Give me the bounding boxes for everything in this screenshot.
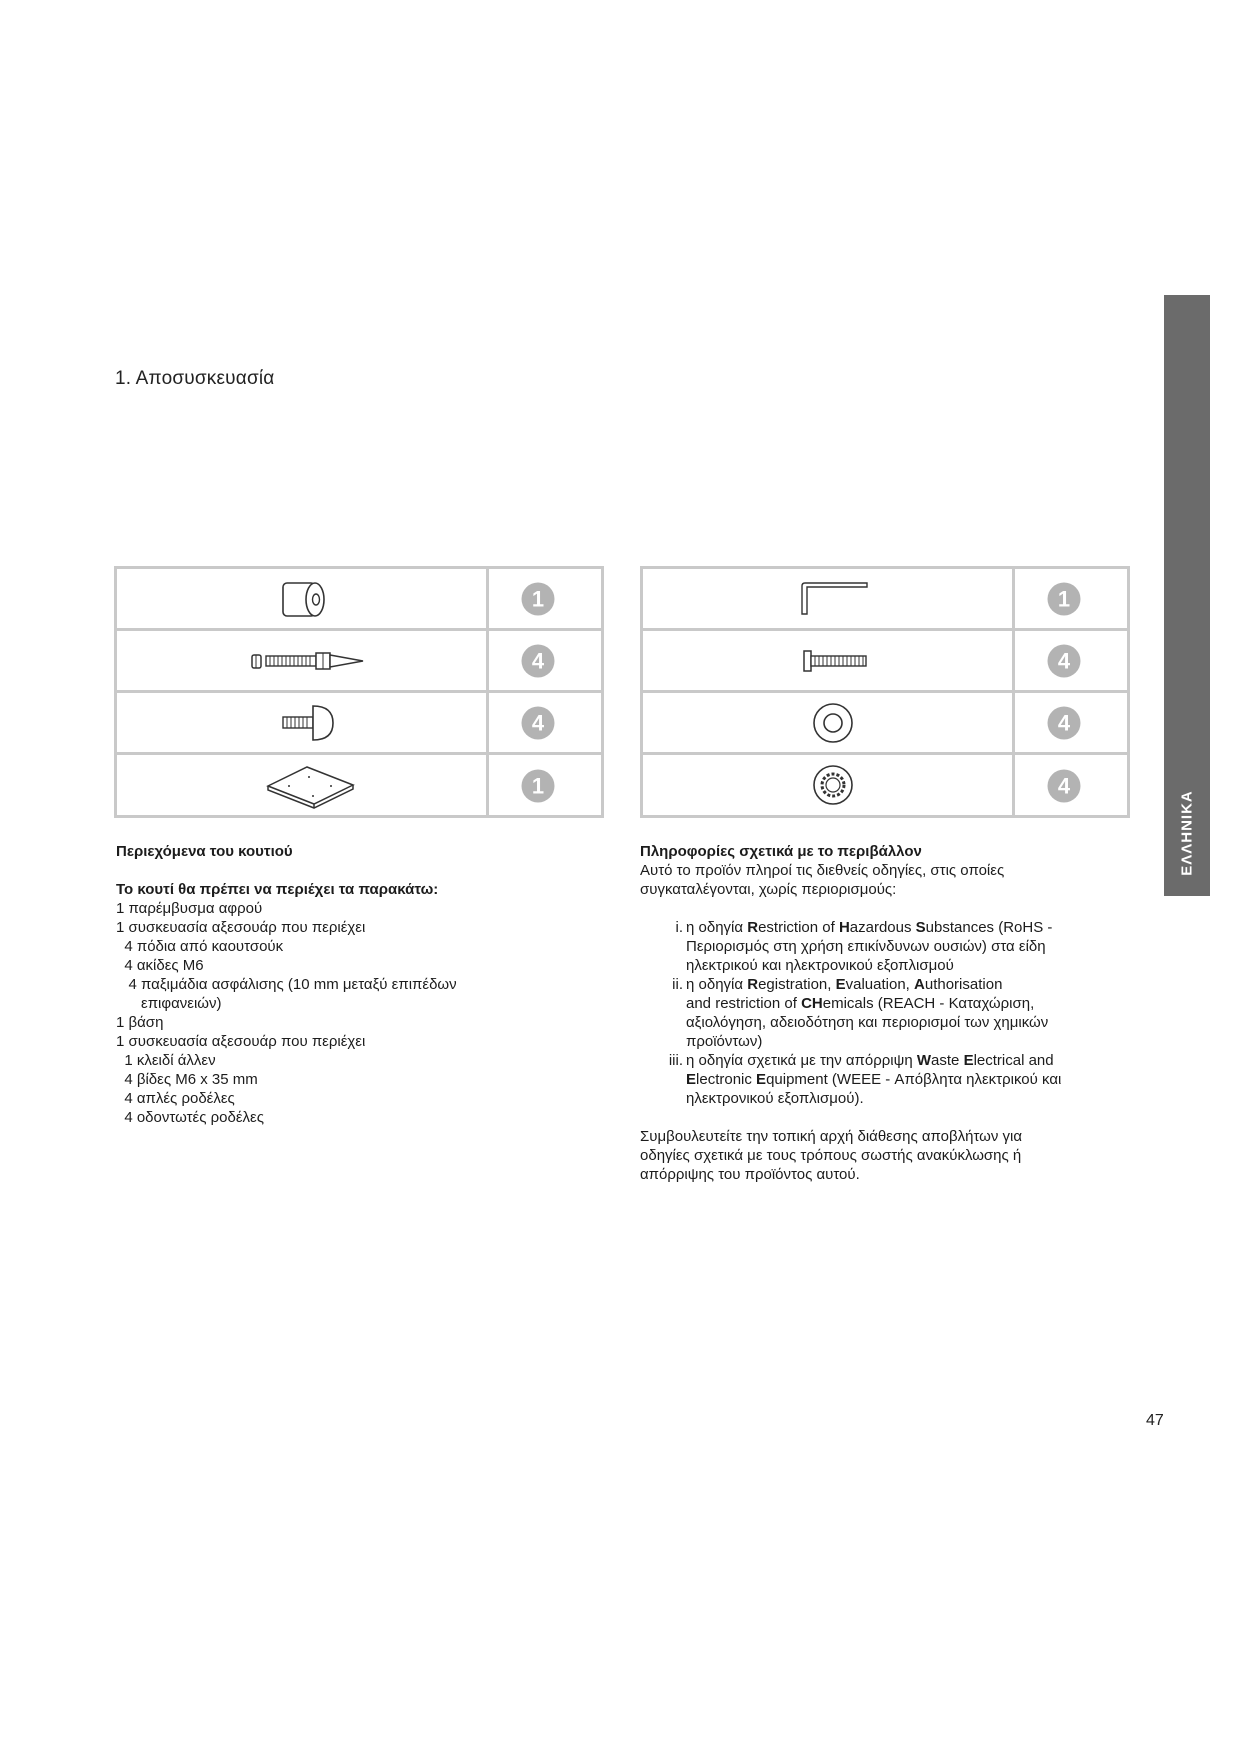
parts-row bbox=[643, 631, 1127, 693]
directive-line bbox=[686, 1089, 1061, 1108]
directive-text: ηλεκτρονικού εξοπλισμού). bbox=[686, 1090, 864, 1107]
directive-text: lectronic bbox=[696, 1071, 757, 1088]
contents-line: 1 συσκευασία αξεσουάρ που περιέχει bbox=[116, 919, 366, 936]
quantity-badge: 4 bbox=[1048, 644, 1081, 677]
directive-line bbox=[686, 1070, 1061, 1089]
contents-line: 4 πόδια από καουτσούκ bbox=[116, 938, 284, 955]
environment-section bbox=[640, 842, 1061, 1184]
directive-text: R bbox=[747, 976, 759, 993]
part-picture bbox=[643, 693, 1015, 752]
part-picture bbox=[117, 755, 489, 817]
page-number: 47 bbox=[1146, 1412, 1164, 1429]
directive-line bbox=[686, 1013, 1061, 1032]
directive-text: ηλεκτρικού και ηλεκτρονικού εξοπλισμού bbox=[686, 957, 954, 974]
directive-item bbox=[640, 918, 1061, 975]
directive-line bbox=[686, 994, 1061, 1013]
directive-text: aste bbox=[931, 1052, 964, 1069]
environment-intro bbox=[640, 861, 1061, 899]
contents-line: 1 συσκευασία αξεσουάρ που περιέχει bbox=[116, 1033, 366, 1050]
directive-text: E bbox=[835, 976, 846, 993]
directive-text: A bbox=[914, 976, 925, 993]
directive-text: and restriction of bbox=[686, 995, 802, 1012]
directive-text: ubstances (RoHS - bbox=[925, 919, 1053, 936]
directive-text: E bbox=[756, 1071, 767, 1088]
contents-line: 4 οδοντωτές ροδέλες bbox=[116, 1109, 264, 1126]
rubber-foot-icon bbox=[117, 693, 486, 752]
flat-washer-icon bbox=[643, 693, 1012, 752]
language-tab bbox=[1164, 295, 1210, 896]
contents-line: 4 βίδες M6 x 35 mm bbox=[116, 1071, 258, 1088]
parts-row bbox=[643, 569, 1127, 631]
directive-text: uthorisation bbox=[924, 976, 1003, 993]
directive-text: H bbox=[838, 919, 850, 936]
directive-number: iii. bbox=[668, 1052, 683, 1069]
section-title: 1. Αποσυσκευασία bbox=[115, 368, 275, 389]
directive-line bbox=[686, 1032, 1061, 1051]
directive-line bbox=[686, 918, 1061, 937]
directive-text: emicals (REACH - Καταχώριση, bbox=[822, 995, 1035, 1012]
part-picture bbox=[643, 755, 1015, 817]
quantity-badge: 4 bbox=[522, 644, 555, 677]
directive-text: S bbox=[915, 919, 926, 936]
environment-closing bbox=[640, 1127, 1061, 1184]
directive-text: E bbox=[963, 1052, 974, 1069]
part-picture bbox=[643, 569, 1015, 628]
contents-line: 1 βάση bbox=[116, 1014, 164, 1031]
contents-line: 1 κλειδί άλλεν bbox=[116, 1052, 216, 1069]
directive-line bbox=[686, 937, 1061, 956]
contents-line: επιφανειών) bbox=[116, 995, 222, 1012]
parts-table-left bbox=[114, 566, 604, 818]
base-plate-icon bbox=[117, 755, 486, 814]
quantity-badge: 4 bbox=[1048, 706, 1081, 739]
directive-text: azardous bbox=[849, 919, 916, 936]
foam-pad-icon bbox=[117, 569, 486, 628]
closing-line: οδηγίες σχετικά με τους τρόπους σωστής ανακύκλωσης ή bbox=[640, 1147, 1022, 1164]
directive-text: η οδηγία bbox=[686, 919, 748, 936]
contents-line: 4 απλές ροδέλες bbox=[116, 1090, 235, 1107]
directive-item bbox=[640, 1051, 1061, 1108]
bolt-icon bbox=[643, 631, 1012, 690]
directive-text: η οδηγία σχετικά με την απόρριψη bbox=[686, 1052, 917, 1069]
part-picture bbox=[117, 631, 489, 690]
directive-text: egistration, bbox=[758, 976, 836, 993]
part-picture bbox=[117, 693, 489, 752]
allen-key-icon bbox=[643, 569, 1012, 628]
quantity-badge: 1 bbox=[522, 770, 555, 803]
spacer bbox=[640, 1108, 1061, 1127]
language-tab-label: ΕΛΛΗΝΙΚΑ bbox=[1178, 790, 1196, 876]
contents-line: 4 παξιμάδια ασφάλισης (10 mm μεταξύ επιπέδων bbox=[116, 976, 457, 993]
quantity-badge: 4 bbox=[522, 706, 555, 739]
parts-table-right bbox=[640, 566, 1130, 818]
spacer bbox=[640, 899, 1061, 918]
directive-line bbox=[686, 956, 1061, 975]
directive-list bbox=[640, 918, 1061, 1108]
contents-line: 4 ακίδες M6 bbox=[116, 957, 204, 974]
directive-text: valuation, bbox=[845, 976, 915, 993]
quantity-badge: 4 bbox=[1048, 770, 1081, 803]
parts-row bbox=[643, 755, 1127, 817]
directive-text: W bbox=[916, 1052, 932, 1069]
directive-text: Περιορισμός στη χρήση επικίνδυνων ουσιών) στα είδη bbox=[686, 938, 1046, 955]
directive-text: lectrical and bbox=[973, 1052, 1054, 1069]
parts-row bbox=[117, 569, 601, 631]
box-contents-list bbox=[116, 899, 457, 1127]
intro-line: Αυτό το προϊόν πληροί τις διεθνείς οδηγίες, στις οποίες bbox=[640, 862, 1005, 879]
directive-text: η οδηγία bbox=[686, 976, 748, 993]
directive-text: προϊόντων) bbox=[686, 1033, 763, 1050]
spacer bbox=[116, 861, 457, 880]
quantity-badge: 1 bbox=[522, 582, 555, 615]
toothed-washer-icon bbox=[643, 755, 1012, 814]
spike-assembly-icon bbox=[117, 631, 486, 690]
box-contents-heading: Περιεχόμενα του κουτιού bbox=[116, 843, 293, 860]
directive-text: estriction of bbox=[758, 919, 839, 936]
intro-line: συγκαταλέγονται, χωρίς περιορισμούς: bbox=[640, 881, 897, 898]
parts-row bbox=[643, 693, 1127, 755]
directive-text: quipment (WEEE - Απόβλητα ηλεκτρικού και bbox=[766, 1071, 1062, 1088]
contents-line: 1 παρέμβυσμα αφρού bbox=[116, 900, 263, 917]
directive-item bbox=[640, 975, 1061, 1051]
parts-row bbox=[117, 755, 601, 817]
closing-line: Συμβουλευτείτε την τοπική αρχή διάθεσης αποβλήτων για bbox=[640, 1128, 1023, 1145]
directive-text: αξιολόγηση, αδειοδότηση και περιορισμοί των χημικών bbox=[686, 1014, 1049, 1031]
directive-number: i. bbox=[675, 919, 683, 936]
part-picture bbox=[117, 569, 489, 628]
parts-row bbox=[117, 693, 601, 755]
box-contents-section bbox=[116, 842, 457, 1127]
closing-line: απόρριψης του προϊόντος αυτού. bbox=[640, 1166, 860, 1183]
directive-text: CH bbox=[801, 995, 823, 1012]
directive-line bbox=[686, 1051, 1061, 1070]
directive-text: E bbox=[686, 1071, 697, 1088]
part-picture bbox=[643, 631, 1015, 690]
environment-heading: Πληροφορίες σχετικά με το περιβάλλον bbox=[640, 843, 922, 860]
parts-row bbox=[117, 631, 601, 693]
directive-text: R bbox=[747, 919, 759, 936]
directive-line bbox=[686, 975, 1061, 994]
quantity-badge: 1 bbox=[1048, 582, 1081, 615]
box-contents-subheading: Το κουτί θα πρέπει να περιέχει τα παρακάτω: bbox=[116, 881, 439, 898]
directive-number: ii. bbox=[672, 976, 683, 993]
